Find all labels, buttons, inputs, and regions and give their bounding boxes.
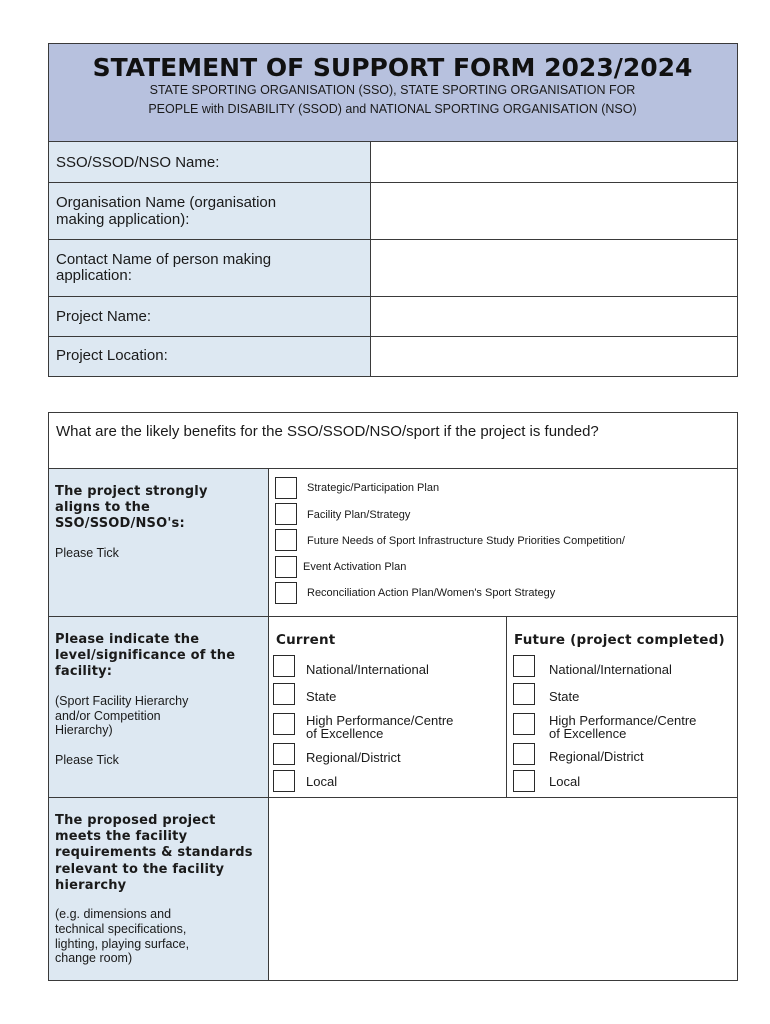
current-option-state: State [306,689,337,704]
future-option-local: Local [549,774,581,789]
plan-option-facility: Facility Plan/Strategy [307,509,411,521]
current-checkbox-local[interactable] [273,770,295,792]
requirements-response-input[interactable] [268,797,737,980]
requirements-label-line3: requirements & standards [55,845,253,860]
current-checkbox-state[interactable] [273,683,295,705]
level-label-line2: level/significance of the [55,648,236,663]
alignment-label-line1: The project strongly [55,484,208,499]
requirements-label-line4: relevant to the facility [55,862,225,877]
plan-checkbox-facility[interactable] [275,503,297,525]
form-subtitle-line1: STATE SPORTING ORGANISATION (SSO), STATE SPORTING ORGANISATION FOR [149,83,636,97]
form-subtitle-line2: PEOPLE with DISABILITY (SSOD) and NATIONAL SPORTING ORGANISATION (NSO) [148,102,637,116]
form-title: STATEMENT OF SUPPORT FORM 2023/2024 [92,53,693,82]
future-option-national: National/International [549,662,672,677]
plan-checkbox-future-needs[interactable] [275,529,297,551]
project-name-input[interactable] [370,296,737,336]
current-option-high-performance-line1: High Performance/Centre [306,713,454,728]
requirements-note-line2: technical specifications, [55,922,187,936]
current-option-high-performance-line2: of Excellence [306,726,384,741]
future-option-high-performance-line1: High Performance/Centre [549,713,697,728]
requirements-note-line4: change room) [55,951,133,965]
current-checkbox-national[interactable] [273,655,295,677]
current-option-national: National/International [306,662,429,677]
requirements-label-line1: The proposed project [55,813,216,828]
level-label-line3: facility: [55,664,113,679]
future-checkbox-local[interactable] [513,770,535,792]
alignment-label-line3: SSO/SSOD/NSO's: [55,516,185,531]
organisation-name-label-line2: making application): [56,211,190,228]
future-column-header: Future (project completed) [514,632,725,648]
organisation-name-input[interactable] [370,182,737,239]
future-option-regional: Regional/District [549,749,644,764]
requirements-label-line5: hierarchy [55,878,127,893]
future-checkbox-regional[interactable] [513,743,535,765]
project-location-input[interactable] [370,336,737,376]
current-checkbox-regional[interactable] [273,743,295,765]
level-label-line1: Please indicate the [55,632,200,647]
project-name-label: Project Name: [56,308,152,325]
current-option-local: Local [306,774,338,789]
project-location-label: Project Location: [56,347,168,364]
plan-option-strategic: Strategic/Participation Plan [307,482,440,494]
plan-option-future-needs: Future Needs of Sport Infrastructure Study Priorities Competition/ [307,535,625,547]
level-note-line2: and/or Competition [55,709,161,723]
plan-checkbox-reconciliation[interactable] [275,582,297,604]
sso-name-input[interactable] [370,141,737,182]
future-checkbox-high-performance[interactable] [513,713,535,735]
alignment-please-tick: Please Tick [55,546,119,560]
benefits-question: What are the likely benefits for the SSO/SSOD/NSO/sport if the project is funded? [56,423,599,440]
future-option-state: State [549,689,580,704]
current-column-header: Current [276,632,336,648]
future-option-high-performance-line2: of Excellence [549,726,627,741]
future-checkbox-state[interactable] [513,683,535,705]
plan-checkbox-event-activation[interactable] [275,556,297,578]
requirements-label-line2: meets the facility [55,829,188,844]
contact-name-label-line1: Contact Name of person making [56,251,272,268]
plan-option-event-activation: Event Activation Plan [303,561,407,573]
future-checkbox-national[interactable] [513,655,535,677]
contact-name-label-line2: application: [56,267,132,284]
contact-name-input[interactable] [370,239,737,296]
requirements-note-line3: lighting, playing surface, [55,937,190,951]
level-note-line3: Hierarchy) [55,723,113,737]
current-checkbox-high-performance[interactable] [273,713,295,735]
plan-checkbox-strategic[interactable] [275,477,297,499]
plan-option-reconciliation: Reconciliation Action Plan/Women's Sport Strategy [307,587,556,599]
requirements-note-line1: (e.g. dimensions and [55,907,172,921]
organisation-name-label-line1: Organisation Name (organisation [56,194,277,211]
current-option-regional: Regional/District [306,750,401,765]
sso-name-label: SSO/SSOD/NSO Name: [56,154,220,171]
level-please-tick: Please Tick [55,753,119,767]
alignment-label-line2: aligns to the [55,500,151,515]
level-note-line1: (Sport Facility Hierarchy [55,694,189,708]
